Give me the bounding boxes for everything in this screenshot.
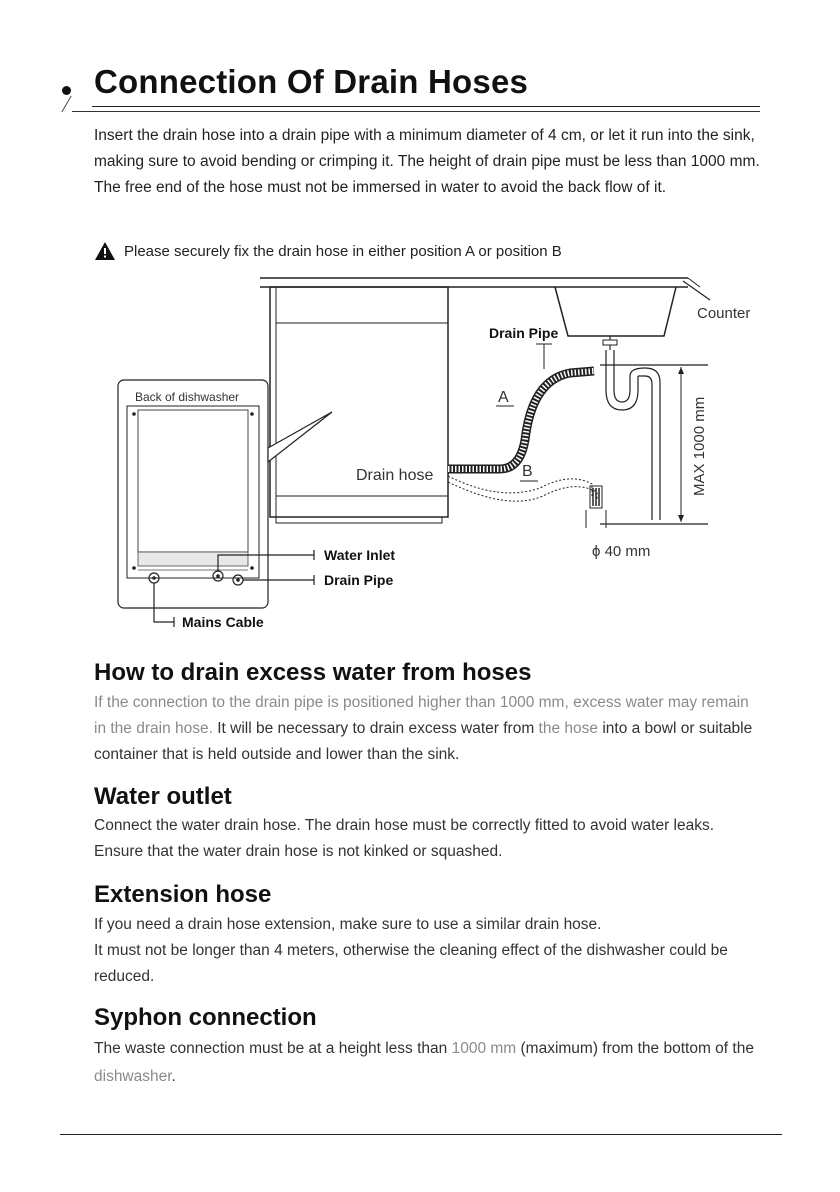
pipe-diameter-label: ϕ 40 mm bbox=[592, 543, 651, 560]
syphon-text-e: . bbox=[171, 1068, 176, 1085]
page-title: Connection Of Drain Hoses bbox=[94, 63, 529, 100]
label-b: B bbox=[522, 463, 533, 480]
back-of-dishwasher-label: Back of dishwasher bbox=[135, 390, 240, 404]
drain-text-part2: It will be necessary to drain excess water from bbox=[212, 720, 539, 737]
max-height-label: MAX 1000 mm bbox=[691, 396, 708, 496]
drain-text-part3: the hose bbox=[538, 720, 599, 737]
drain-pipe-top-label: Drain Pipe bbox=[489, 325, 559, 341]
hose-position-a bbox=[448, 371, 594, 469]
dishwasher-side-view bbox=[270, 287, 448, 523]
counter-top bbox=[260, 278, 700, 287]
intro-paragraph: Insert the drain hose into a drain pipe with a minimum diameter of 4 cm, or let it run into the sink, making sure to avoid bending or crimping it. The height of drain pipe must be less than 1000 mm. The free end of the hose must not be immersed in water to avoid the back flow of it. bbox=[94, 127, 760, 196]
dimension-arrow-bottom bbox=[678, 515, 684, 522]
drain-installation-diagram bbox=[100, 270, 770, 640]
section-text-syphon bbox=[94, 1035, 764, 1091]
callout-pointer bbox=[268, 412, 332, 462]
warning-icon bbox=[94, 241, 116, 261]
footer-rule bbox=[60, 1134, 782, 1135]
section-text-drain-excess bbox=[94, 690, 764, 768]
drain-text-part4: into a bowl or suitable container that is held outside and lower than the sink. bbox=[94, 720, 753, 763]
mains-cable-label: Mains Cable bbox=[182, 614, 264, 630]
syphon-text-a: The waste connection must be at a height less than bbox=[94, 1040, 452, 1057]
section-heading-extension-hose: Extension hose bbox=[94, 881, 272, 908]
label-a: A bbox=[498, 389, 509, 406]
title-underline-secondary bbox=[72, 111, 760, 112]
drain-pipe-label: Drain Pipe bbox=[324, 572, 394, 588]
syphon-text-b: 1000 mm bbox=[451, 1040, 517, 1057]
sink-basin bbox=[555, 287, 676, 336]
sink-nut bbox=[603, 340, 617, 345]
section-heading-syphon: Syphon connection bbox=[94, 1004, 317, 1031]
syphon-trap bbox=[606, 350, 660, 520]
hose-position-b-outline bbox=[448, 482, 597, 501]
warning-text: Please securely fix the drain hose in either position A or position B bbox=[124, 242, 562, 260]
heading-bullet bbox=[62, 86, 71, 95]
extension-text-line1: If you need a drain hose extension, make sure to use a similar drain hose. bbox=[94, 916, 602, 933]
drain-pipe-port-center bbox=[236, 578, 240, 582]
hose-position-b bbox=[448, 476, 592, 496]
back-of-dishwasher-panel bbox=[118, 380, 268, 608]
section-heading-water-outlet: Water outlet bbox=[94, 783, 232, 810]
syphon-text-c: (maximum) from the bottom of the bbox=[516, 1040, 754, 1057]
title-decoration bbox=[61, 96, 81, 112]
section-heading-drain-excess: How to drain excess water from hoses bbox=[94, 659, 532, 686]
mains-cable-port-center bbox=[152, 576, 156, 580]
extension-text-line2: It must not be longer than 4 meters, otherwise the cleaning effect of the dishwasher could be reduced. bbox=[94, 942, 728, 985]
section-text-extension-hose bbox=[94, 912, 764, 990]
counter-label: Counter bbox=[697, 305, 751, 322]
title-underline bbox=[92, 106, 760, 107]
drain-hose-label: Drain hose bbox=[356, 467, 434, 484]
water-inlet-port-center bbox=[216, 574, 220, 578]
standpipe bbox=[586, 486, 606, 528]
water-inlet-label: Water Inlet bbox=[324, 547, 396, 563]
section-text-water-outlet: Connect the water drain hose. The drain hose must be correctly fitted to avoid water leaks. Ensure that the water drain hose is not kinked or squashed. bbox=[94, 817, 715, 860]
drain-text-part1: If the connection to the drain pipe is positioned higher than 1000 mm, excess water may remain in the drain hose. bbox=[94, 694, 749, 737]
dimension-arrow-top bbox=[678, 367, 684, 374]
syphon-text-d: dishwasher bbox=[94, 1068, 172, 1085]
warning-note bbox=[94, 240, 562, 262]
